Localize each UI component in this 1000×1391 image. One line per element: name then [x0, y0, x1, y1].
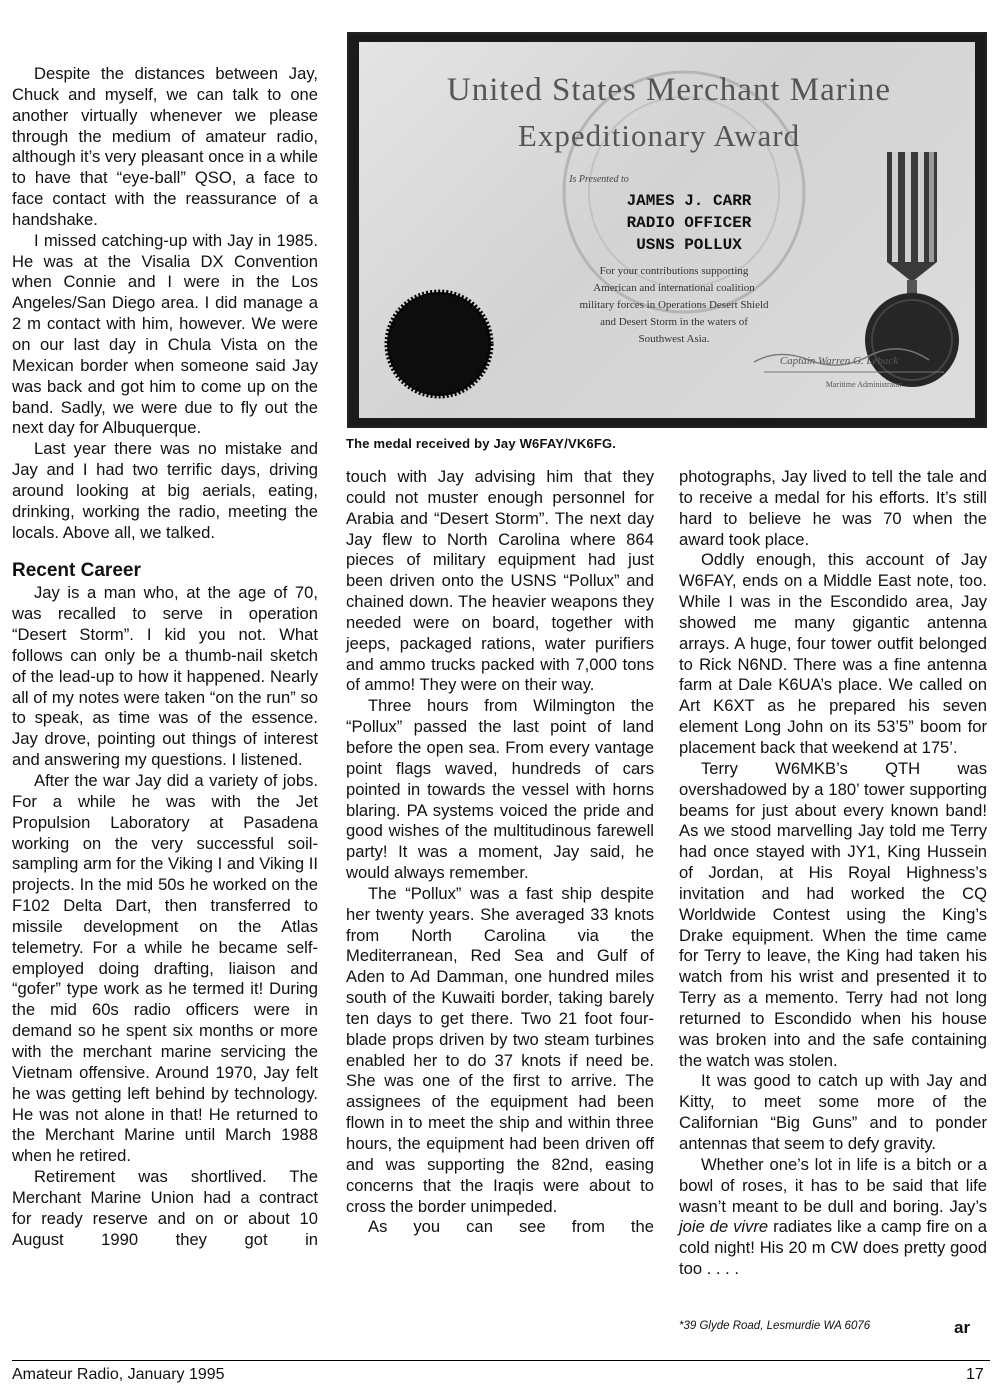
- citation-line: American and international coalition: [593, 282, 755, 294]
- cert-title-2: Expeditionary Award: [517, 118, 801, 153]
- presented-to: Is Presented to: [569, 174, 629, 185]
- paragraph: Three hours from Wilmington the “Pollux” passed the last point of land before the open sea. From every vantage point flags waved, hundreds of cars pointed in towards the vessel with horns blaring. PA systems voiced the pride and good wishes of the multitudinous farewell party! It was a moment, Jay said, he would always remember.: [346, 696, 654, 883]
- citation-line: military forces in Operations Desert Shield: [579, 299, 769, 311]
- page-number: 17: [966, 1366, 984, 1383]
- end-mark: ar: [954, 1318, 971, 1337]
- paragraph: The “Pollux” was a fast ship despite her twenty years. She averaged 33 knots from North Carolina via the Mediterranean, Red Sea and Gulf of Aden to Ad Damman, one hundred miles south of the Kuwaiti border, taking barely ten days to get there. Two 21 foot four-blade props driven by two steam turbines enabled her to do 37 knots if need be. She was one of the first to arrive. The assignees of the equipment had been flown in to meet the ship and within three hours, the equipment had been driven off and was supporting the 82nd, easing concerns that the Iraqis were about to cross the border unimpeded.: [346, 883, 654, 1216]
- paragraph: It was good to catch up with Jay and Kitty, to meet some more of the Californian “Big Guns” and to ponder antennas that seem to defy gravity.: [679, 1071, 987, 1153]
- medal: [865, 293, 959, 387]
- recipient-ship: USNS POLLUX: [636, 236, 742, 254]
- figure-caption: The medal received by Jay W6FAY/VK6FG.: [346, 436, 617, 451]
- recipient-name: JAMES J. CARR: [626, 192, 752, 210]
- article-column-3: [679, 467, 987, 1280]
- signatory-title: Maritime Administrator: [825, 380, 903, 389]
- paragraph: Whether one’s lot in life is a bitch or a bowl of roses, it has to be said that life wasn’t meant to be dull and boring. Jay’s joie de vivre radiates like a camp fire on a cold night! His 20 m CW does pretty good too . . . .: [679, 1154, 988, 1279]
- certificate-graphic: [359, 42, 975, 418]
- recipient-title: RADIO OFFICER: [626, 214, 752, 232]
- publication-footer: Amateur Radio, January 1995: [12, 1366, 225, 1383]
- author-address: *39 Glyde Road, Lesmurdie WA 6076: [679, 1320, 871, 1332]
- paragraph: Oddly enough, this account of Jay W6FAY, ends on a Middle East note, too. While I was in the Escondido area, Jay showed me many gigantic antenna arrays. A huge, four tower outfit belonged to Rick N6ND. There was a fine antenna farm at Dale K6UA’s place. We called on Art K6XT as he prepared his seven element Long John on its 53’5” boom for placement back that weekend at 175’.: [679, 550, 987, 757]
- paragraph: Retirement was shortlived. The Merchant Marine Union had a contract for ready reserve and on or about 10 August 1990 they got in: [12, 1167, 318, 1249]
- award-certificate: [359, 42, 975, 418]
- paragraph: touch with Jay advising him that they could not muster enough personnel for Arabia and “Desert Storm”. The next day Jay flew to North Carolina where 864 pieces of military equipment had just been driven onto the USNS “Pollux” and chained down. The heavier weapons they needed were on board, together with jeeps, packaged rations, water purifiers and ammo trucks packed with 7,000 tons of ammo! They were on their way.: [346, 467, 654, 695]
- paragraph: Despite the distances between Jay, Chuck and myself, we can talk to one another virtually whenever we please through the medium of amateur radio, although it’s very pleasant once in a while to have that “eye-ball” QSO, a face to face contact with the reassurance of a handshake.: [12, 64, 318, 229]
- article-column-1: [12, 64, 318, 1250]
- emphasis: joie de vivre: [679, 1217, 769, 1237]
- medal-ribbon: [887, 152, 937, 282]
- paragraph: Last year there was no mistake and Jay and I had two terrific days, driving around looking at big aerials, eating, drinking, working the radio, meeting the locals. Above all, we talked.: [12, 439, 318, 542]
- certificate-photo: [347, 32, 987, 428]
- citation-line: and Desert Storm in the waters of: [600, 316, 748, 328]
- paragraph: As you can see from the: [368, 1217, 654, 1237]
- paragraph: I missed catching-up with Jay in 1985. He was at the Visalia DX Convention when Connie and I were in the Los Angeles/San Diego area. I did manage a 2 m contact with him, however. We were on our last day in Chula Vista on the Mexican border when someone said Jay was back and got him to come up on the band. Sadly, we were due to fly out the next day for Albuquerque.: [12, 230, 318, 438]
- paragraph: Jay is a man who, at the age of 70, was recalled to serve in operation “Desert Storm”. I kid you not. What follows can only be a thumb-nail sketch of the lead-up to how it happened. Nearly all of my notes were taken “on the run” so to speak, as time was of the essence. Jay drove, pointing out things of interest and answering my questions. I listened.: [12, 583, 318, 770]
- paragraph: Terry W6MKB’s QTH was overshadowed by a 180’ tower supporting beams for just about every known band! As we stood marvelling Jay told me Terry had once stayed with JY1, King Hussein of Jordan, at His Royal Highness’s invitation and had worked the CQ Worldwide Contest using the King’s Drake equipment. When the time came for Terry to leave, the King had taken his watch from his wrist and presented it to Terry as a memento. Terry had not long returned to Escondido when his house was broken into and the safe containing the watch was stolen.: [679, 758, 987, 1070]
- section-heading: Recent Career: [12, 560, 141, 582]
- footer-rule: [12, 1360, 990, 1361]
- paragraph: photographs, Jay lived to tell the tale and to receive a medal for his efforts. It’s still hard to believe he was 70 when the award took place.: [679, 467, 987, 549]
- citation-line: Southwest Asia.: [638, 333, 710, 345]
- article-column-2: [346, 467, 654, 1238]
- cert-title-1: United States Merchant Marine: [446, 72, 892, 108]
- signature: Captain Warren G. Leback: [779, 355, 899, 367]
- citation-line: For your contributions supporting: [599, 265, 749, 277]
- paragraph: After the war Jay did a variety of jobs. For a while he was with the Jet Propulsion Laboratory at Pasadena working on the very successful soil-sampling arm for the Viking I and Viking II projects. In the mid 50s he worked on the F102 Delta Dart, then transferred to missile development on the Atlas telemetry. For a while he became self-employed doing drafting, liaison and “gofer” type work as he termed it! During the mid 60s radio officers were in demand so he spent six months or more with the merchant marine servicing the Vietnam offensive. Around 1970, Jay felt he was getting left behind by technology. He was not alone in that! He returned to the Merchant Marine until March 1988 when he retired.: [12, 771, 318, 1166]
